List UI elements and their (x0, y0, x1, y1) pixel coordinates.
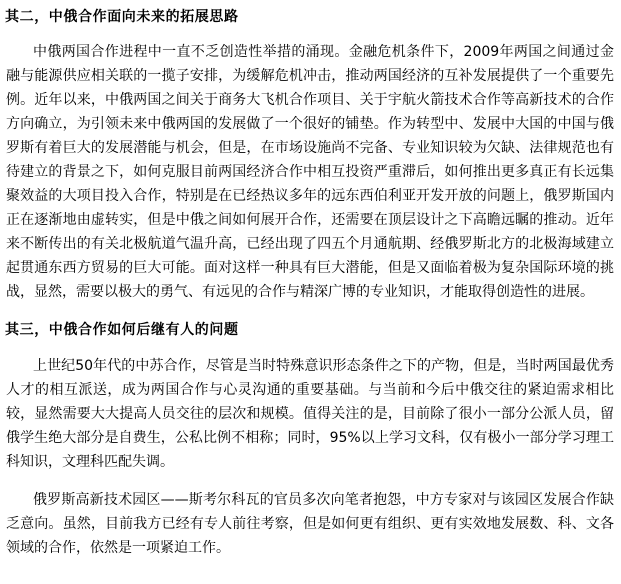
paragraph-succession-skolkovo: 俄罗斯高新技术园区——斯考尔科瓦的官员多次向笔者抱怨，中方专家对与该园区发展合作缺乏意向。虽然，目前我方已经有专人前往考察，但是如何更有组织、更有实效地发展数、科、文各领域的合作，依然是一项紧迫工作。 (6, 492, 614, 556)
section-heading-succession: 其三，中俄合作如何后继有人的问题 (5, 322, 239, 338)
section-heading-expansion: 其二，中俄合作面向未来的拓展思路 (5, 9, 239, 25)
paragraph-succession-history: 上世纪50年代的中苏合作，尽管是当时特殊意识形态条件之下的产物，但是，当时两国最优秀人才的相互派送，成为两国合作与心灵沟通的重要基础。与当前和今后中俄交往的紧迫需求相比较，显然需要大大提高人员交往的层次和规模。值得关注的是，目前除了很小一部分公派人员，留俄学生绝大部分是自费生，公私比例不相称；同时，95%以上学习文科，仅有极小一部分学习理工科知识，文理科匹配失调。 (6, 358, 614, 470)
paragraph-expansion: 中俄两国合作进程中一直不乏创造性举措的涌现。金融危机条件下，2009年两国之间通过金融与能源供应相关联的一揽子安排，为缓解危机冲击，推动两国经济的互补发展提供了一个重要先例。近年以来，中俄两国之间关于商务大飞机合作项目、关于宇航火箭技术合作等高新技术的合作方向确立，为引领未来中俄两国的发展做了一个很好的铺垫。作为转型中、发展中大国的中国与俄罗斯有着巨大的发展潜能与机会，但是，在市场设施尚不完备、专业知识较为欠缺、法律规范也有待建立的背景之下，如何克服目前两国经济合作中相互投资严重滞后，如何推出更多真正有长远集聚效益的大项目投入合作，特别是在已经热议多年的远东西伯利亚开发开放的问题上，俄罗斯国内正在逐渐地由虚转实，但是中俄之间如何展开合作，还需要在顶层设计之下高瞻远瞩的推动。近年来不断传出的有关北极航道气温升高，已经出现了四五个月通航期、经俄罗斯北方的北极海域建立起贯通东西方贸易的巨大可能。面对这样一种具有巨大潜能，但是又面临着极为复杂国际环境的挑战，显然，需要以极大的勇气、有远见的合作与精深广博的专业知识，才能取得创造性的进展。 (6, 44, 614, 300)
